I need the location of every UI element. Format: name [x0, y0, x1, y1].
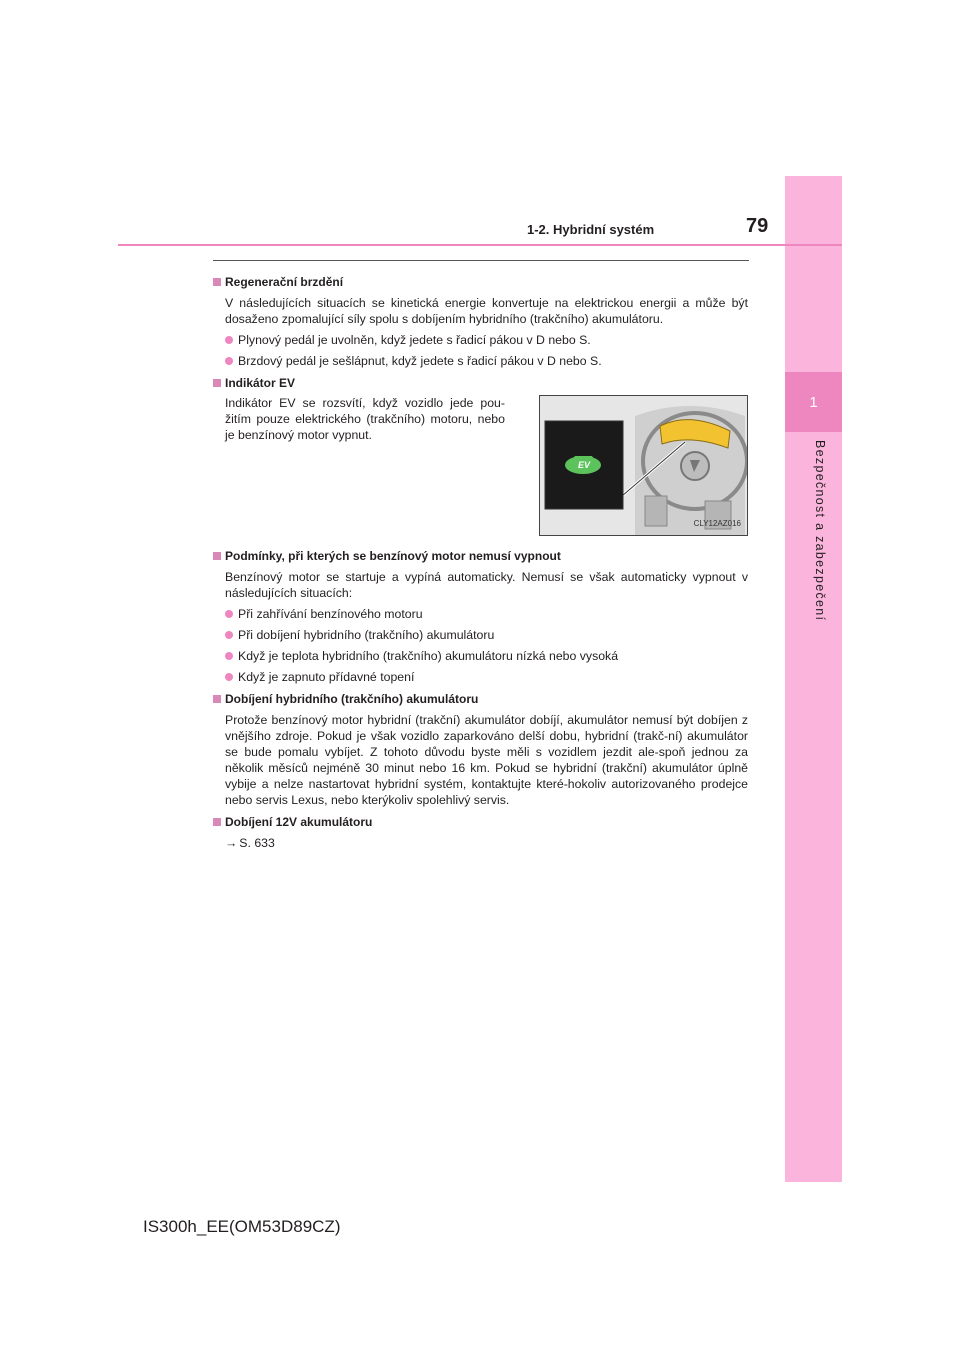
arrow-right-icon: → — [225, 836, 238, 850]
heading-ev: Indikátor EV — [212, 375, 748, 391]
text-ev: Indikátor EV se rozsvítí, když vozidlo jede pou-žitím pouze elektrického (trakčního) motoru, nebo je benzínový motor vypnut. — [225, 396, 505, 442]
heading-12v: Dobíjení 12V akumulátoru — [212, 814, 748, 830]
chapter-title: Bezpečnost a zabezpečení — [813, 440, 827, 622]
ref-12v[interactable] — [212, 835, 748, 851]
footer-code: IS300h_EE(OM53D89CZ) — [143, 1217, 341, 1236]
dashboard-illustration — [540, 396, 747, 535]
heading-charging: Dobíjení hybridního (trakčního) akumulátoru — [212, 691, 748, 707]
bullet-conditions-1: Při zahřívání benzínového motoru — [212, 606, 748, 622]
content-divider — [213, 260, 749, 261]
text-conditions: Benzínový motor se startuje a vypíná automaticky. Nemusí se však automaticky vypnout v následujících situacích: — [225, 570, 748, 600]
bullet-conditions-4: Když je zapnuto přídavné topení — [212, 669, 748, 685]
heading-conditions: Podmínky, při kterých se benzínový motor nemusí vypnout — [212, 548, 748, 564]
page-number: 79 — [746, 215, 769, 237]
bullet-regen-1: Plynový pedál je uvolněn, když jedete s řadicí pákou v D nebo S. — [212, 332, 748, 348]
header-section: 1-2. Hybridní systém — [527, 222, 655, 237]
bullet-conditions-3: Když je teplota hybridního (trakčního) akumulátoru nízká nebo vysoká — [212, 648, 748, 664]
heading-regen: Regenerační brzdění — [212, 274, 748, 290]
chapter-number: 1 — [785, 372, 842, 432]
text-regen: V následujících situacích se kinetická energie konvertuje na elektrickou energii a může být dosaženo zpomalující síly spolu s dobíjením hybridního (trakčního) akumulátoru. — [225, 296, 748, 326]
ev-figure-label: EV — [578, 460, 591, 470]
text-charging: Protože benzínový motor hybridní (trakční) akumulátor dobíjí, akumulátor nemusí být dobíjen z vnějšího zdroje. Pokud je však vozidlo zaparkováno delší dobu, hybridní (trakč-ní) akumulátor se bude pomalu vybíjet. Z tohoto důvodu byste měli s vozidlem jezdit ale-spoň jednou za několik měsíců nejméně 30 minut nebo 16 km. Pokud se hybridní (trakční) akumulátor úplně vybije a nelze nastartovat hybridní systém, kontaktujte které-hokoliv autorizovaného prodejce nebo servis Lexus, nebo kterýkoliv spolehlivý servis. — [225, 713, 748, 807]
page-content — [212, 268, 748, 851]
ev-block — [212, 395, 748, 536]
header-divider — [118, 244, 842, 246]
bullet-conditions-2: Při dobíjení hybridního (trakčního) akumulátoru — [212, 627, 748, 643]
bullet-regen-2: Brzdový pedál je sešlápnut, když jedete s řadicí pákou v D nebo S. — [212, 353, 748, 369]
figure-code: CLY12AZ016 — [693, 519, 741, 528]
side-tab — [785, 176, 842, 1182]
page-reference: S. 633 — [239, 836, 275, 850]
ev-indicator-figure — [539, 395, 748, 536]
